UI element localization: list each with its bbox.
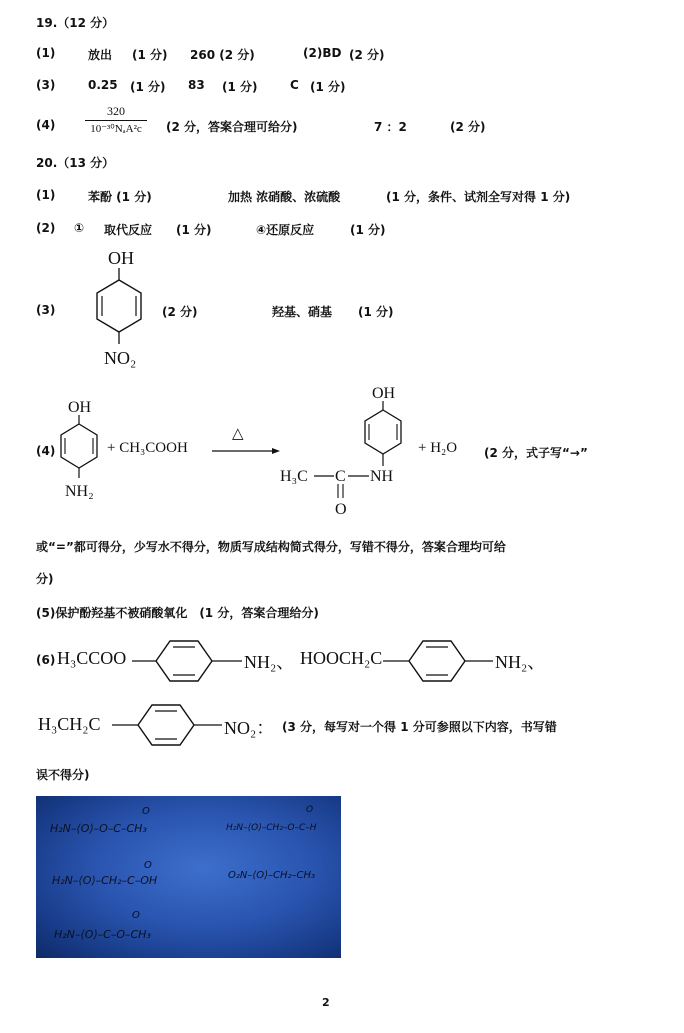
- q20-6-number: (6): [36, 653, 56, 667]
- photo-structure-1: H₂N–⟨O⟩–O–C–CH₃: [50, 822, 147, 835]
- isomer-a-left: H₃CCOO: [57, 648, 127, 668]
- q20-1-a: 苯酚 (1 分): [88, 190, 152, 204]
- q20-4-note-continued: 或“=”都可得分，少写水不得分，物质写成结构简式得分，写错不得分，答案合理均可给: [36, 540, 506, 554]
- q19-1-score: (1 分): [132, 48, 168, 62]
- q20-header: 20.（13 分）: [36, 156, 115, 170]
- isomer-b-left: HOOCH₂C: [300, 648, 383, 668]
- q19-2-score: (2 分): [349, 48, 385, 62]
- q20-3-groups: 羟基、硝基: [272, 305, 333, 319]
- nh2-label: NH₂: [65, 483, 94, 500]
- q20-4-note-end: 分): [36, 572, 54, 586]
- photo-carbonyl-o: O: [142, 806, 150, 817]
- page-number: 2: [322, 996, 330, 1009]
- q19-4-fraction: [85, 104, 147, 135]
- photo-carbonyl-o: O: [132, 910, 140, 921]
- photo-carbonyl-o: O: [306, 805, 314, 815]
- q20-2-a: 取代反应: [104, 223, 153, 237]
- q19-3-b: 83: [188, 78, 205, 92]
- q19-3-a-score: (1 分): [130, 80, 166, 94]
- no2-label: NO₂: [104, 348, 137, 368]
- q19-3-b-score: (1 分): [222, 80, 258, 94]
- q20-2-index: ①: [74, 221, 85, 235]
- isomer-a-ring: [132, 638, 244, 684]
- q20-3-groups-score: (1 分): [358, 305, 394, 319]
- q19-1-number: (1): [36, 46, 56, 60]
- isomer-c-left: H₃CH₂C: [38, 714, 101, 734]
- q20-6-score-note: (3 分，每写对一个得 1 分可参照以下内容，书写错: [282, 720, 557, 734]
- q20-4-score-note: (2 分，式子写“→”: [484, 446, 588, 460]
- q20-1-condition: 加热 浓硝酸、浓硫酸: [228, 190, 341, 204]
- oh-label: OH: [108, 248, 134, 268]
- q20-6-score-note-end: 误不得分): [36, 768, 90, 782]
- q20-1-score-note: (1 分，条件、试剂全写对得 1 分): [386, 190, 571, 204]
- q20-2-b: ④还原反应: [256, 223, 315, 237]
- isomer-a-right: NH₂、: [244, 652, 295, 672]
- q20-3-number: (3): [36, 303, 56, 317]
- q19-3-c: C: [290, 78, 299, 92]
- isomer-c-right: NO₂：: [224, 718, 275, 738]
- oxygen-label: O: [335, 501, 347, 518]
- oh-label: OH: [372, 385, 396, 402]
- q19-1-value: 260 (2 分): [190, 48, 255, 62]
- reagent-acetic-acid: + CH₃COOH: [107, 440, 188, 456]
- photo-carbonyl-o: O: [144, 860, 152, 871]
- q20-1-number: (1): [36, 188, 56, 202]
- handwritten-structures-photo: [36, 796, 341, 958]
- ch3-label: H₃C: [280, 468, 308, 485]
- paracetamol-structure: [276, 380, 416, 520]
- q19-4-ratio: 7 ：2: [374, 120, 407, 134]
- isomer-b-ring: [383, 638, 495, 684]
- q20-4-number: (4): [36, 444, 56, 458]
- nh-label: NH: [370, 468, 394, 485]
- q19-3-c-score: (1 分): [310, 80, 346, 94]
- q19-1-answer: 放出: [88, 48, 113, 62]
- q20-2-number: (2): [36, 221, 56, 235]
- q19-3-number: (3): [36, 78, 56, 92]
- water-product: + H₂O: [418, 440, 458, 456]
- q19-3-a: 0.25: [88, 78, 118, 92]
- q19-2-answer: (2)BD: [303, 46, 342, 60]
- reaction-arrow: [212, 446, 282, 456]
- carbon-label: C: [335, 468, 346, 485]
- q20-3-score: (2 分): [162, 305, 198, 319]
- q19-4-ratio-score: (2 分): [450, 120, 486, 134]
- photo-structure-2: H₂N–⟨O⟩–CH₂–O–C–H: [226, 823, 317, 833]
- q19-4-score-note: (2 分，答案合理可给分): [166, 120, 298, 134]
- q19-header: 19.（12 分）: [36, 16, 115, 30]
- photo-structure-3: H₂N–⟨O⟩–CH₂–C–OH: [52, 874, 158, 887]
- heat-condition: △: [232, 426, 244, 442]
- q20-5-answer: (5)保护酚羟基不被硝酸氧化 (1 分，答案合理给分): [36, 606, 319, 620]
- photo-structure-5: H₂N–⟨O⟩–C–O–CH₃: [54, 928, 151, 941]
- q20-2-b-score: (1 分): [350, 223, 386, 237]
- fraction-denominator: 10⁻³⁰NₐA²c: [90, 123, 142, 135]
- isomer-b-right: NH₂、: [495, 652, 546, 672]
- isomer-c-ring: [112, 702, 224, 748]
- oh-label: OH: [68, 399, 92, 416]
- p-nitrophenol-structure: [80, 248, 170, 373]
- fraction-numerator: 320: [85, 104, 147, 121]
- q20-2-a-score: (1 分): [176, 223, 212, 237]
- photo-structure-4: O₂N–⟨O⟩–CH₂–CH₃: [228, 870, 316, 881]
- q19-4-number: (4): [36, 118, 56, 132]
